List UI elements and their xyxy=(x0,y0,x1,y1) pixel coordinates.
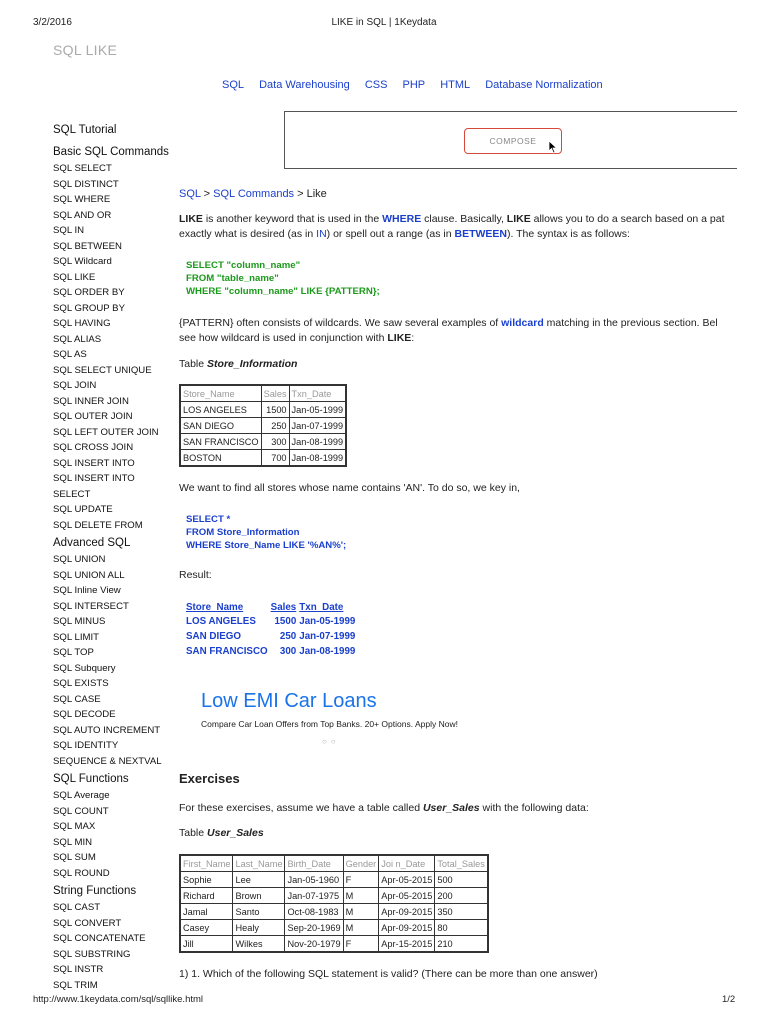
mouse-cursor-icon xyxy=(548,140,558,154)
intro-text: exactly what is desired (as in xyxy=(179,228,317,240)
sidebar-heading-functions[interactable]: SQL Functions xyxy=(53,773,129,785)
breadcrumb-separator: > xyxy=(200,188,214,200)
sidebar-item[interactable]: SQL AUTO INCREMENT xyxy=(53,724,161,736)
sidebar-item[interactable]: SQL CROSS JOIN xyxy=(53,442,134,453)
table-cell: M xyxy=(343,904,379,920)
sidebar-heading-string[interactable]: String Functions xyxy=(53,885,137,897)
table-cell: F xyxy=(343,872,379,888)
table-cell: Jan-08-1999 xyxy=(289,450,346,467)
sidebar-item[interactable]: SQL TRIM xyxy=(53,979,98,991)
link-between[interactable]: BETWEEN xyxy=(454,228,507,240)
sidebar-item[interactable]: SQL TOP xyxy=(53,647,94,658)
table-row xyxy=(180,402,346,418)
sidebar-item[interactable]: SQL SUBSTRING xyxy=(53,948,131,960)
sidebar-item[interactable]: SQL CASE xyxy=(53,693,101,705)
table-cell: Apr-05-2015 xyxy=(379,872,435,888)
code-line: FROM Store_Information xyxy=(186,527,300,538)
user-sales-table-label xyxy=(179,827,264,839)
sidebar-item[interactable]: SQL COUNT xyxy=(53,805,109,817)
print-footer-page: 1/2 xyxy=(722,994,736,1005)
table-cell: F xyxy=(343,936,379,953)
store-table-label xyxy=(179,358,297,370)
sidebar-item[interactable]: SQL INSERT INTO xyxy=(53,457,135,469)
table-name: User_Sales xyxy=(207,827,264,839)
table-row xyxy=(180,920,488,936)
link-wildcard[interactable]: wildcard xyxy=(501,317,544,329)
table-cell: 350 xyxy=(435,904,488,920)
breadcrumb-sql-commands[interactable]: SQL Commands xyxy=(213,188,295,200)
sidebar-item[interactable]: SQL MIN xyxy=(53,836,93,848)
sidebar-item[interactable]: SQL GROUP BY xyxy=(53,302,125,314)
link-in[interactable]: IN xyxy=(316,228,327,240)
sidebar-heading-basic[interactable]: Basic SQL Commands xyxy=(53,146,169,158)
table-cell: Jan-07-1999 xyxy=(289,418,346,434)
sidebar-item[interactable]: SQL DECODE xyxy=(53,709,116,720)
column-header: Store_Name xyxy=(180,385,261,402)
sidebar-item[interactable]: SQL DELETE FROM xyxy=(53,519,143,531)
intro-text: ) or spell out a range (as in xyxy=(326,228,455,240)
sidebar-item[interactable]: SQL SELECT UNIQUE xyxy=(53,364,152,376)
table-cell: Brown xyxy=(233,888,285,904)
result-table xyxy=(186,601,358,659)
sidebar-item[interactable]: SQL BETWEEN xyxy=(53,240,122,252)
table-name: Store_Information xyxy=(207,358,298,370)
table-cell: Jill xyxy=(180,936,233,953)
user-sales-table xyxy=(179,854,489,953)
table-row xyxy=(180,872,488,888)
keyword-like: LIKE xyxy=(387,332,412,344)
table-cell: Santo xyxy=(233,904,285,920)
ad-subtitle: Compare Car Loan Offers from Top Banks. 20+ Options. Apply Now! xyxy=(201,719,458,729)
pattern-paragraph xyxy=(179,316,739,346)
result-label: Result: xyxy=(179,569,212,581)
table-cell: 250 xyxy=(279,631,297,642)
sidebar-item[interactable]: SEQUENCE & NEXTVAL xyxy=(53,755,162,767)
table-name: User_Sales xyxy=(422,802,480,814)
sidebar-item[interactable]: SQL Subquery xyxy=(53,662,116,674)
nav-php[interactable]: PHP xyxy=(402,79,426,91)
sidebar-item[interactable]: SQL HAVING xyxy=(53,318,111,329)
sidebar-item[interactable]: SQL UNION ALL xyxy=(53,569,125,581)
nav-css[interactable]: CSS xyxy=(364,79,388,91)
exercises-intro xyxy=(179,802,589,814)
sidebar-item[interactable]: SQL IDENTITY xyxy=(53,740,119,751)
sidebar-item[interactable]: SQL ALIAS xyxy=(53,333,102,345)
sidebar-item[interactable]: SQL LIMIT xyxy=(53,631,100,643)
table-cell: Jan-08-1999 xyxy=(299,646,356,657)
sidebar-item[interactable]: SQL WHERE xyxy=(53,194,111,205)
table-cell: Jan-07-1999 xyxy=(299,631,356,642)
column-header: First_Name xyxy=(180,855,233,872)
intro-text: allows you to do a search based on a pat xyxy=(530,213,725,225)
table-cell: Oct-08-1983 xyxy=(285,904,343,920)
breadcrumb-separator: > xyxy=(294,188,307,200)
table-cell: 200 xyxy=(435,888,488,904)
table-cell: Apr-09-2015 xyxy=(379,904,435,920)
table-row xyxy=(180,450,346,467)
table-row xyxy=(186,629,358,644)
sidebar-item[interactable]: SQL AS xyxy=(53,349,87,360)
table-cell: SAN FRANCISCO xyxy=(186,646,268,657)
table-row xyxy=(180,418,346,434)
pattern-text: matching in the previous section. Bel xyxy=(543,317,718,329)
table-row xyxy=(180,904,488,920)
sidebar-item[interactable]: SQL EXISTS xyxy=(53,678,109,689)
query-code-block xyxy=(186,513,346,552)
table-cell: 1500 xyxy=(261,402,289,418)
table-cell: Richard xyxy=(180,888,233,904)
sidebar-item[interactable]: SQL CAST xyxy=(53,902,101,913)
sidebar-item[interactable]: SQL UNION xyxy=(53,554,106,565)
intro-text: ). The syntax is as follows: xyxy=(506,228,630,240)
sidebar-sql-tutorial[interactable]: SQL Tutorial xyxy=(53,124,117,136)
pattern-text: {PATTERN} often consists of wildcards. We saw several examples of xyxy=(179,317,502,329)
column-header: Sales xyxy=(261,385,289,402)
table-cell: M xyxy=(343,888,379,904)
nav-data-warehousing[interactable]: Data Warehousing xyxy=(259,79,350,91)
column-header: Birth_Date xyxy=(285,855,343,872)
store-information-table xyxy=(179,384,347,467)
intro-text: is another keyword that is used in the xyxy=(202,213,383,225)
code-line: FROM "table_name" xyxy=(186,273,279,284)
sidebar-item[interactable]: SQL JOIN xyxy=(53,380,97,391)
sidebar-item[interactable]: SQL INSTR xyxy=(53,964,104,975)
column-header: Sales xyxy=(270,602,297,613)
table-cell: 500 xyxy=(435,872,488,888)
top-nav xyxy=(222,79,615,91)
table-cell: 210 xyxy=(435,936,488,953)
find-paragraph: We want to find all stores whose name contains 'AN'. To do so, we key in, xyxy=(179,482,520,494)
table-cell: 80 xyxy=(435,920,488,936)
table-cell: LOS ANGELES xyxy=(180,402,261,418)
sidebar-item[interactable]: SQL OUTER JOIN xyxy=(53,411,133,422)
sidebar-item[interactable]: SQL CONCATENATE xyxy=(53,933,146,944)
sidebar-item[interactable]: SQL ROUND xyxy=(53,867,110,879)
sidebar-item[interactable]: SQL CONVERT xyxy=(53,917,122,929)
table-row xyxy=(180,888,488,904)
sidebar-item[interactable]: SQL AND OR xyxy=(53,209,112,221)
table-cell: LOS ANGELES xyxy=(186,616,256,627)
nav-database-normalization[interactable]: Database Normalization xyxy=(485,79,603,91)
sidebar-item[interactable]: SQL INNER JOIN xyxy=(53,395,129,407)
sidebar-item[interactable]: SQL Wildcard xyxy=(53,256,112,267)
column-header: Txn_Date xyxy=(289,385,346,402)
intro-paragraph xyxy=(179,212,739,242)
pattern-text: see how wildcard is used in conjunction with xyxy=(179,332,388,344)
print-title: LIKE in SQL | 1Keydata xyxy=(331,17,437,28)
table-cell: Jamal xyxy=(180,904,233,920)
column-header: Total_Sales xyxy=(435,855,488,872)
table-cell: Wilkes xyxy=(233,936,285,953)
table-cell: Nov-20-1979 xyxy=(285,936,343,953)
table-cell: Jan-05-1999 xyxy=(289,402,346,418)
sidebar-item[interactable]: SQL MINUS xyxy=(53,616,106,627)
link-where[interactable]: WHERE xyxy=(382,213,422,225)
ad-title[interactable]: Low EMI Car Loans xyxy=(201,690,377,712)
compose-button[interactable]: COMPOSE xyxy=(464,128,562,154)
exercises-heading: Exercises xyxy=(179,771,240,786)
table-cell: Sep-20-1969 xyxy=(285,920,343,936)
table-cell: BOSTON xyxy=(180,450,261,467)
sidebar-item[interactable]: SQL INSERT INTO SELECT xyxy=(53,473,135,500)
column-header: Gender xyxy=(343,855,379,872)
syntax-code-block xyxy=(186,259,380,298)
table-cell: 300 xyxy=(261,434,289,450)
keyword-like: LIKE xyxy=(179,213,203,225)
table-cell: Apr-09-2015 xyxy=(379,920,435,936)
exercises-intro-text: with the following data: xyxy=(479,802,589,814)
nav-html[interactable]: HTML xyxy=(440,79,471,91)
table-cell: SAN DIEGO xyxy=(186,631,241,642)
table-cell: Jan-05-1960 xyxy=(285,872,343,888)
sidebar-item[interactable]: SQL MAX xyxy=(53,821,96,832)
table-label-prefix: Table xyxy=(179,827,208,839)
table-cell: M xyxy=(343,920,379,936)
table-cell: Sophie xyxy=(180,872,233,888)
sidebar-item[interactable]: SQL INTERSECT xyxy=(53,600,129,612)
table-cell: Jan-08-1999 xyxy=(289,434,346,450)
site-logo[interactable]: SQL LIKE xyxy=(53,42,118,58)
table-cell: SAN DIEGO xyxy=(180,418,261,434)
keyword-like: LIKE xyxy=(506,213,531,225)
sidebar-item[interactable]: SQL SUM xyxy=(53,852,96,863)
sidebar-item[interactable]: SQL SELECT xyxy=(53,163,112,174)
table-cell: Jan-05-1999 xyxy=(299,616,356,627)
table-cell: SAN FRANCISCO xyxy=(180,434,261,450)
table-cell: Healy xyxy=(233,920,285,936)
table-cell: 1500 xyxy=(274,616,297,627)
breadcrumb-current: Like xyxy=(306,188,327,200)
table-cell: Apr-05-2015 xyxy=(379,888,435,904)
print-date: 3/2/2016 xyxy=(33,17,72,28)
sidebar-item[interactable]: SQL LEFT OUTER JOIN xyxy=(53,426,159,438)
intro-text: clause. Basically, xyxy=(421,213,507,225)
sidebar-item[interactable]: SQL Average xyxy=(53,790,110,801)
exercise-question-1: 1) 1. Which of the following SQL statement is valid? (There can be more than one answer) xyxy=(179,968,598,980)
table-row xyxy=(180,936,488,953)
code-line: WHERE Store_Name LIKE '%AN%'; xyxy=(186,540,347,551)
sidebar-item[interactable]: SQL LIKE xyxy=(53,271,96,283)
code-line: SELECT * xyxy=(186,514,231,525)
pattern-text: : xyxy=(411,332,415,344)
table-cell: Jan-07-1975 xyxy=(285,888,343,904)
table-row xyxy=(186,614,358,629)
code-line: SELECT "column_name" xyxy=(186,260,301,271)
sidebar-item[interactable]: SQL DISTINCT xyxy=(53,178,119,190)
sidebar xyxy=(53,122,173,993)
table-cell: 700 xyxy=(261,450,289,467)
column-header: Last_Name xyxy=(233,855,285,872)
column-header: Joi n_Date xyxy=(379,855,435,872)
table-cell: 300 xyxy=(279,646,297,657)
column-header: Txn_Date xyxy=(299,602,344,613)
table-row xyxy=(186,644,358,659)
breadcrumb xyxy=(179,188,327,200)
sidebar-item[interactable]: SQL UPDATE xyxy=(53,504,113,515)
table-label-prefix: Table xyxy=(179,358,208,370)
table-cell: Casey xyxy=(180,920,233,936)
sidebar-item[interactable]: SQL Inline View xyxy=(53,585,121,596)
ad-pager-dots[interactable]: ○○ xyxy=(322,737,340,746)
table-cell: Lee xyxy=(233,872,285,888)
table-row xyxy=(180,434,346,450)
sidebar-heading-advanced[interactable]: Advanced SQL xyxy=(53,537,131,549)
breadcrumb-sql[interactable]: SQL xyxy=(179,188,201,200)
table-cell: 250 xyxy=(261,418,289,434)
sidebar-item[interactable]: SQL IN xyxy=(53,225,85,236)
sidebar-item[interactable]: SQL ORDER BY xyxy=(53,287,125,298)
code-line: WHERE "column_name" LIKE {PATTERN}; xyxy=(186,286,380,297)
nav-sql[interactable]: SQL xyxy=(222,79,245,91)
print-footer-url: http://www.1keydata.com/sql/sqllike.html xyxy=(33,994,204,1005)
table-cell: Apr-15-2015 xyxy=(379,936,435,953)
column-header: Store_Name xyxy=(186,602,244,613)
exercises-intro-text: For these exercises, assume we have a table called xyxy=(179,802,423,814)
